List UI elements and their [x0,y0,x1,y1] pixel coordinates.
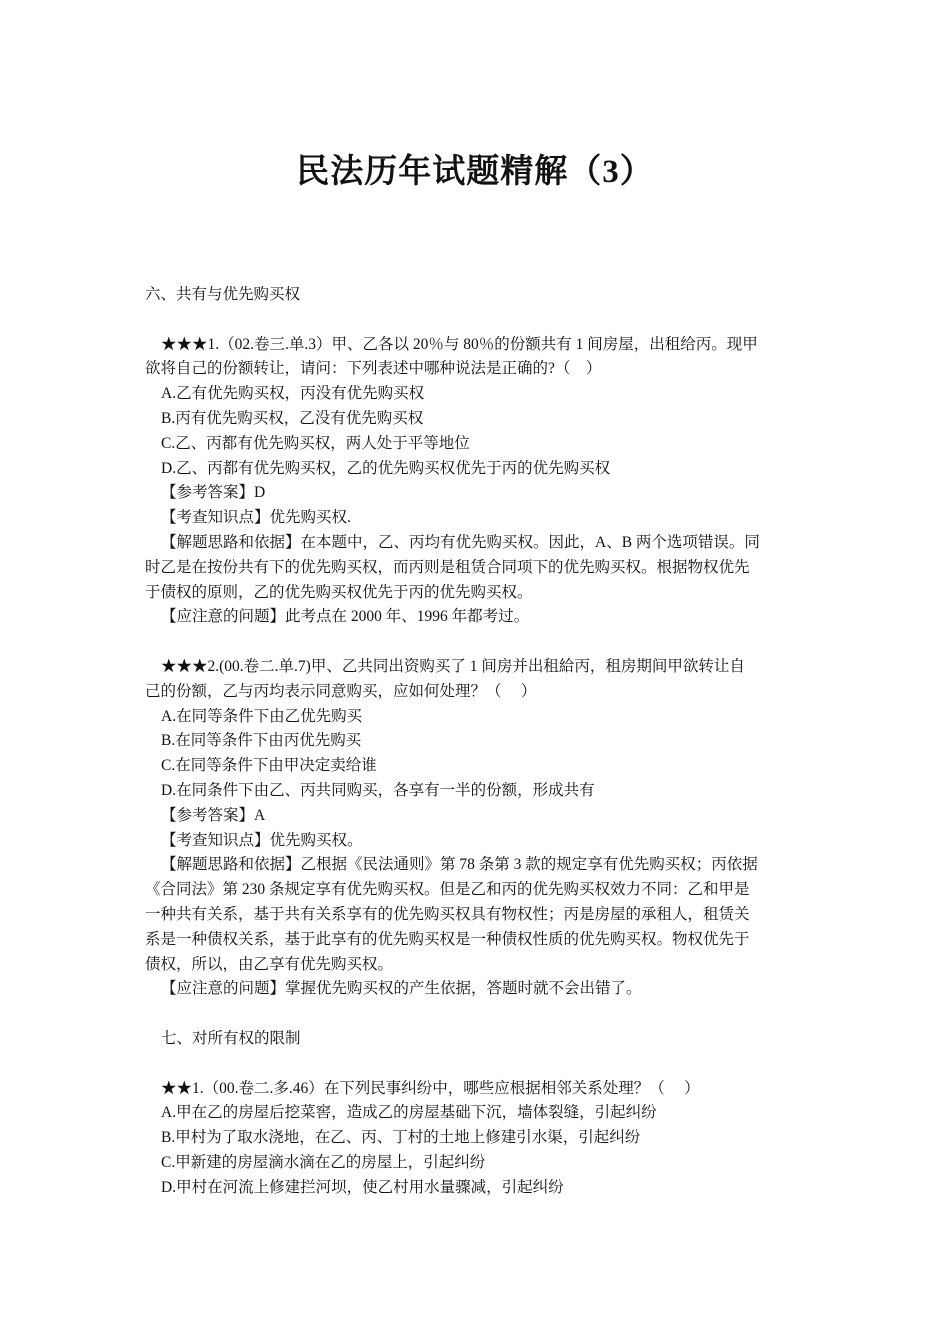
attention-note: 【应注意的问题】掌握优先购买权的产生依据，答题时就不会出错了。 [161,980,642,998]
reasoning-line-4: 系是一种债权关系，基于此享有的优先购买权是一种债权性质的优先购买权。物权优先于 [145,930,750,948]
reasoning-line-2: 时乙是在按份共有下的优先购买权，而丙则是租赁合同项下的优先购买权。根据物权优先 [145,558,750,576]
option-a: A.乙有优先购买权，丙没有优先购买权 [161,385,425,403]
option-a: A.在同等条件下由乙优先购买 [161,707,363,725]
knowledge-point: 【考查知识点】优先购买权. [161,509,351,527]
option-a: A.甲在乙的房屋后挖菜窖，造成乙的房屋基础下沉，墙体裂缝，引起纠纷 [161,1104,657,1122]
option-c: C.在同等条件下由甲决定卖给谁 [161,757,377,775]
spacer [145,1052,807,1077]
reference-answer: 【参考答案】D [161,484,266,502]
option-d: D.乙、丙都有优先购买权，乙的优先购买权优先于丙的优先购买权 [161,459,611,477]
reasoning-line-3: 一种共有关系，基于共有关系享有的优先购买权具有物权性；丙是房屋的承租人，租赁关 [145,905,750,923]
attention-note: 【应注意的问题】此考点在 2000 年、1996 年都考过。 [161,608,530,626]
option-b: B.丙有优先购买权，乙没有优先购买权 [161,409,424,427]
option-d: D.甲村在河流上修建拦河坝，使乙村用水量骤减，引起纠纷 [161,1178,564,1196]
option-b: B.在同等条件下由丙优先购买 [161,732,362,750]
reasoning-line-5: 债权，所以，由乙享有优先购买权。 [145,955,394,973]
reasoning-line-1: 【解题思路和依据】在本题中，乙、丙均有优先购买权。因此，A、B 两个选项错误。同 [161,533,760,551]
question-stem-line-1: ★★★2.(00.卷二.单.7)甲、乙共同出资购买了 1 间房并出租給丙，租房期间甲欲转让自 [161,657,745,675]
section-heading-6: 六、共有与优先购买权 [145,286,301,303]
question-block-7-1 [145,1077,807,1201]
reasoning-line-2: 《合同法》第 230 条规定享有优先购买权。但是乙和丙的优先购买权效力不同：乙和甲是 [145,881,750,899]
option-c: C.甲新建的房屋滴水滴在乙的房屋上，引起纠纷 [161,1153,486,1171]
option-d: D.在同条件下由乙、丙共同购买，各享有一半的份额，形成共有 [161,781,595,799]
reasoning-line-1: 【解题思路和依据】乙根据《民法通则》第 78 条第 3 款的规定享有优先购买权；丙依据 [161,856,758,874]
question-stem: ★★1.（00.卷二.多.46）在下列民事纠纷中，哪些应根据相邻关系处理？（ ） [161,1079,700,1097]
question-block-6-2 [145,655,807,1002]
reference-answer: 【参考答案】A [161,806,266,824]
option-c: C.乙、丙都有优先购买权，两人处于平等地位 [161,434,470,452]
page-title: 民法历年试题精解（3） [296,154,654,190]
question-stem-line-2: 己的份额，乙与丙均表示同意购买，应如何处理？（ ） [145,682,537,700]
reasoning-line-3: 于债权的原则，乙的优先购买权优先于丙的优先购买权。 [145,583,533,601]
option-b: B.甲村为了取水浇地，在乙、丙、丁村的土地上修建引水渠，引起纠纷 [161,1129,641,1147]
document-body [145,283,807,1200]
question-stem-line-2: 欲将自己的份额转让，请问：下列表述中哪种说法是正确的?（ ） [145,360,602,378]
section-heading-7: 七、对所有权的限制 [161,1029,301,1047]
question-block-6-1 [145,333,807,631]
knowledge-point: 【考查知识点】优先购买权。 [161,831,363,849]
question-stem-line-1: ★★★1.（02.卷三.单.3）甲、乙各以 20％与 80％的份额共有 1 间房屋，出租给丙。现甲 [161,335,758,353]
spacer [145,1002,807,1027]
spacer [145,630,807,655]
spacer [145,308,807,333]
